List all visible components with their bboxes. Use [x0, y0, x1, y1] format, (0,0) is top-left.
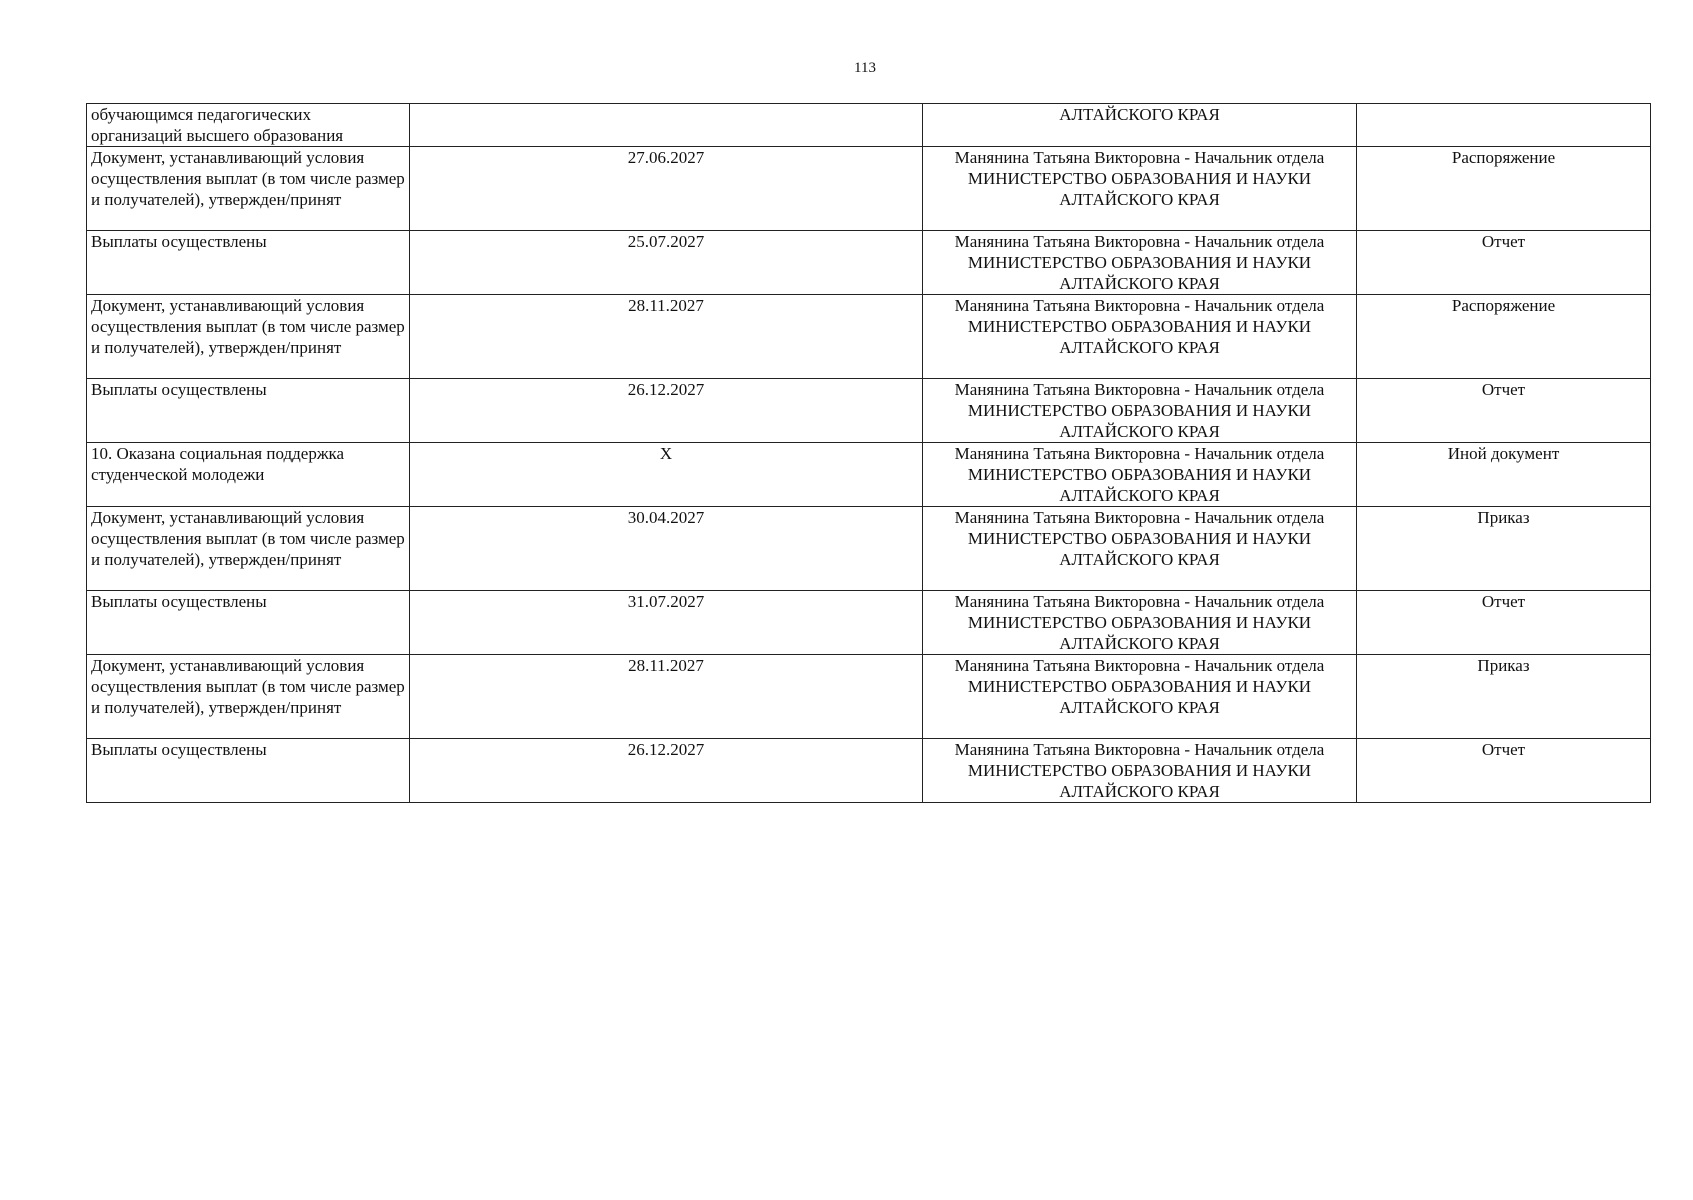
responsible-line: АЛТАЙСКОГО КРАЯ: [1059, 105, 1220, 124]
responsible-line: Манянина Татьяна Викторовна - Начальник отдела: [954, 148, 1325, 167]
plan-table: [86, 103, 1651, 803]
responsible-line: АЛТАЙСКОГО КРАЯ: [1059, 190, 1220, 209]
due-date: 27.06.2027: [410, 147, 923, 231]
responsible-line: АЛТАЙСКОГО КРАЯ: [1059, 338, 1220, 357]
responsible-line: Манянина Татьяна Викторовна - Начальник отдела: [954, 592, 1325, 611]
event-description: Документ, устанавливающий условия осуществления выплат (в том числе размер и получателей), утвержден/принят: [87, 507, 410, 591]
page-number: 113: [854, 60, 876, 76]
due-date: 28.11.2027: [410, 295, 923, 379]
responsible-line: АЛТАЙСКОГО КРАЯ: [1059, 486, 1220, 505]
responsible-person: [923, 104, 1357, 147]
responsible-line: Манянина Татьяна Викторовна - Начальник отдела: [954, 380, 1325, 399]
responsible-line: МИНИСТЕРСТВО ОБРАЗОВАНИЯ И НАУКИ: [967, 677, 1312, 696]
responsible-line: МИНИСТЕРСТВО ОБРАЗОВАНИЯ И НАУКИ: [967, 465, 1312, 484]
event-description: Выплаты осуществлены: [87, 379, 410, 443]
due-date: X: [410, 443, 923, 507]
event-description: Выплаты осуществлены: [87, 739, 410, 803]
due-date: [410, 104, 923, 147]
document-type: Приказ: [1357, 655, 1651, 739]
responsible-person: [923, 507, 1357, 591]
responsible-line: МИНИСТЕРСТВО ОБРАЗОВАНИЯ И НАУКИ: [967, 317, 1312, 336]
due-date: 31.07.2027: [410, 591, 923, 655]
event-description: Документ, устанавливающий условия осуществления выплат (в том числе размер и получателей), утвержден/принят: [87, 655, 410, 739]
document-type: Отчет: [1357, 591, 1651, 655]
document-type: Приказ: [1357, 507, 1651, 591]
document-type: [1357, 104, 1651, 147]
responsible-person: [923, 231, 1357, 295]
event-description: Документ, устанавливающий условия осуществления выплат (в том числе размер и получателей), утвержден/принят: [87, 147, 410, 231]
table-row: [87, 379, 1651, 443]
responsible-line: МИНИСТЕРСТВО ОБРАЗОВАНИЯ И НАУКИ: [967, 529, 1312, 548]
responsible-line: АЛТАЙСКОГО КРАЯ: [1059, 782, 1220, 801]
table-row: [87, 507, 1651, 591]
responsible-line: Манянина Татьяна Викторовна - Начальник отдела: [954, 656, 1325, 675]
responsible-line: Манянина Татьяна Викторовна - Начальник отдела: [954, 444, 1325, 463]
responsible-person: [923, 147, 1357, 231]
responsible-line: АЛТАЙСКОГО КРАЯ: [1059, 634, 1220, 653]
responsible-line: АЛТАЙСКОГО КРАЯ: [1059, 550, 1220, 569]
document-type: Иной документ: [1357, 443, 1651, 507]
table-row: [87, 591, 1651, 655]
responsible-line: МИНИСТЕРСТВО ОБРАЗОВАНИЯ И НАУКИ: [967, 253, 1312, 272]
due-date: 28.11.2027: [410, 655, 923, 739]
table-row: [87, 655, 1651, 739]
event-description: Выплаты осуществлены: [87, 231, 410, 295]
event-description: Документ, устанавливающий условия осуществления выплат (в том числе размер и получателей), утвержден/принят: [87, 295, 410, 379]
responsible-line: Манянина Татьяна Викторовна - Начальник отдела: [954, 232, 1325, 251]
responsible-line: АЛТАЙСКОГО КРАЯ: [1059, 274, 1220, 293]
document-type: Отчет: [1357, 739, 1651, 803]
responsible-line: МИНИСТЕРСТВО ОБРАЗОВАНИЯ И НАУКИ: [967, 169, 1312, 188]
due-date: 30.04.2027: [410, 507, 923, 591]
responsible-line: АЛТАЙСКОГО КРАЯ: [1059, 698, 1220, 717]
due-date: 26.12.2027: [410, 739, 923, 803]
document-type: Отчет: [1357, 231, 1651, 295]
responsible-line: Манянина Татьяна Викторовна - Начальник отдела: [954, 740, 1325, 759]
responsible-person: [923, 655, 1357, 739]
responsible-line: Манянина Татьяна Викторовна - Начальник отдела: [954, 508, 1325, 527]
responsible-person: [923, 295, 1357, 379]
responsible-line: МИНИСТЕРСТВО ОБРАЗОВАНИЯ И НАУКИ: [967, 401, 1312, 420]
table-row: [87, 739, 1651, 803]
responsible-line: МИНИСТЕРСТВО ОБРАЗОВАНИЯ И НАУКИ: [967, 613, 1312, 632]
table-row: [87, 443, 1651, 507]
event-description: Выплаты осуществлены: [87, 591, 410, 655]
responsible-person: [923, 379, 1357, 443]
due-date: 26.12.2027: [410, 379, 923, 443]
event-description: обучающимся педагогических организаций высшего образования: [87, 104, 410, 147]
responsible-line: МИНИСТЕРСТВО ОБРАЗОВАНИЯ И НАУКИ: [967, 761, 1312, 780]
responsible-person: [923, 739, 1357, 803]
responsible-line: Манянина Татьяна Викторовна - Начальник отдела: [954, 296, 1325, 315]
document-type: Распоряжение: [1357, 295, 1651, 379]
document-type: Распоряжение: [1357, 147, 1651, 231]
table-row: [87, 104, 1651, 147]
table-row: [87, 231, 1651, 295]
document-type: Отчет: [1357, 379, 1651, 443]
event-description: 10. Оказана социальная поддержка студенческой молодежи: [87, 443, 410, 507]
responsible-person: [923, 591, 1357, 655]
table-row: [87, 147, 1651, 231]
responsible-line: АЛТАЙСКОГО КРАЯ: [1059, 422, 1220, 441]
table-row: [87, 295, 1651, 379]
due-date: 25.07.2027: [410, 231, 923, 295]
responsible-person: [923, 443, 1357, 507]
